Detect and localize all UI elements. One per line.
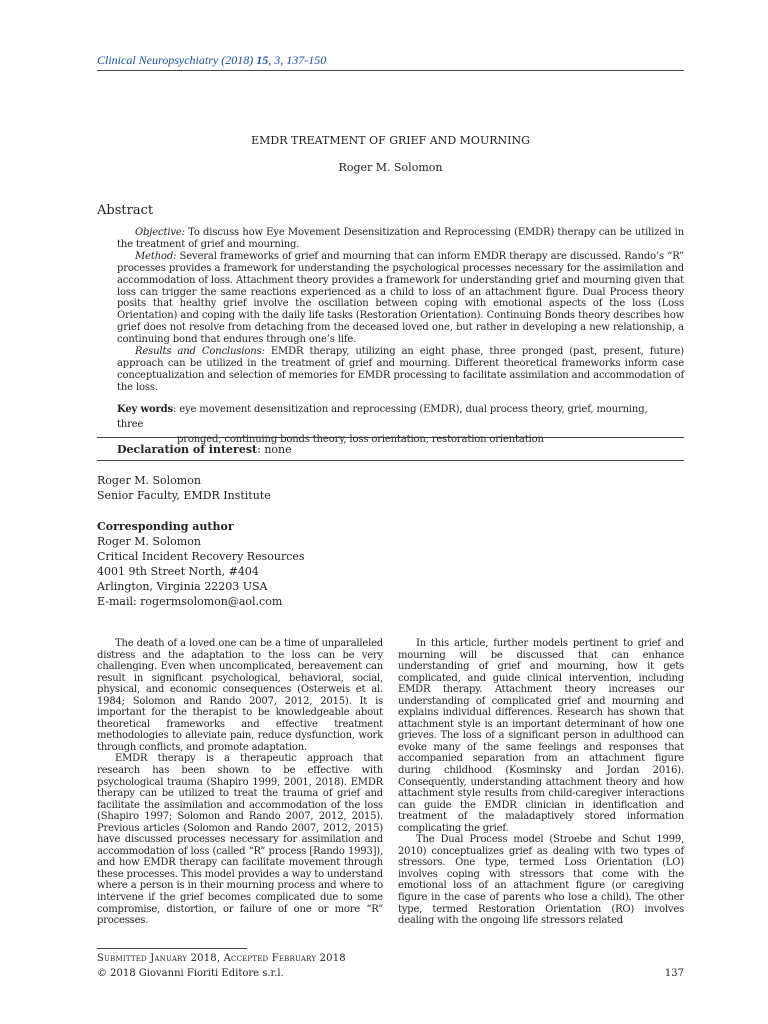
method-label: Method: bbox=[135, 250, 177, 262]
declaration bbox=[117, 443, 292, 456]
journal-volume: 15 bbox=[256, 53, 269, 67]
corresponding-city: Arlington, Virginia 22203 USA bbox=[97, 580, 268, 593]
keywords-line2: pronged, continuing bonds theory, loss orientation, restoration orientation bbox=[177, 434, 544, 445]
body-paragraph: EMDR therapy is a therapeutic approach that research has been shown to be effective with psychological trauma (Shapiro 1999, 2001, 2018). EMDR therapy can be utilized to treat the trauma of grief and facilitate the assimilation and accommodation of the loss (Shapiro 1997; Solomon and Rando 2007, 2012, 2015). Previous articles (Solomon and Rando 2007, 2012, 2015) have discussed processes necessary for assimilation and accommodation of loss (called “R” process [Rando 1993]), and how EMDR therapy can facilitate movement through these processes. This model provides a way to understand where a person is in their mourning process and where to intervene if the grief becomes complicated due to some compromise, distortion, or failure of one or more “R” processes. bbox=[97, 753, 383, 927]
body-column-right bbox=[398, 638, 684, 927]
corresponding-heading: Corresponding author bbox=[97, 520, 234, 533]
header-rule bbox=[97, 70, 684, 71]
objective-label: Objective: bbox=[135, 227, 185, 238]
footer-rule bbox=[97, 948, 247, 949]
body-paragraph: The Dual Process model (Stroebe and Schut 1999, 2010) conceptualizes grief as dealing with two types of stressors. One type, termed Loss Orientation (LO) involves coping with stressors that come with the emotional loss of an attachment figure (or caregiving figure in the case of parents who lose a child). The other type, termed Restoration Orientation (RO) involves dealing with the ongoing life stressors related bbox=[398, 834, 684, 927]
method-text: Several frameworks of grief and mourning that can inform EMDR therapy are discussed. Rando’s “R” processes provides a framework for understanding the psychological processes necessary for the assimilation and accommodation of loss. Attachment theory provides a framework for understanding grief and mourning given that loss can trigger the same reactions experienced as a child to loss of an attachment figure. Dual Process theory posits that healthy grief involve the oscillation between coping with emotional aspects of the loss (Loss Orientation) and coping with the daily life tasks (Restoration Orientation). Continuing Bonds theory describes how grief does not resolve from detaching from the deceased loved one, but rather in developing a new relationship, a continuing bond that endures through one’s life. bbox=[117, 250, 684, 346]
page-number: 137 bbox=[664, 968, 684, 979]
declaration-value: : none bbox=[257, 443, 292, 456]
body-paragraph: In this article, further models pertinent to grief and mourning will be discussed that can enhance understanding of grief and mourning, how it gets complicated, and guide clinical intervention, including EMDR therapy. Attachment theory increases our understanding of complicated grief and mourning and explains individual differences. Research has shown that attachment style is an important determinant of how one grieves. The loss of a significant person in adulthood can evoke many of the same feelings and responses that accompanied separation from an attachment figure during childhood (Kosminsky and Jordan 2016). Consequently, understanding attachment theory and how attachment style results from child-caregiver interactions can guide the EMDR clinician in identification and treatment of the maladaptively stored information complicating the grief. bbox=[398, 638, 684, 834]
declaration-rule-top bbox=[97, 437, 684, 438]
corresponding-name: Roger M. Solomon bbox=[97, 535, 201, 548]
keywords-label: Key words bbox=[117, 404, 173, 415]
submission-dates: Submitted January 2018, Accepted February 2018 bbox=[97, 953, 346, 964]
corresponding-email: E-mail: rogermsolomon@aol.com bbox=[97, 595, 283, 608]
corresponding-street: 4001 9th Street North, #404 bbox=[97, 565, 259, 578]
results-text: EMDR therapy, utilizing an eight phase, three pronged (past, present, future) approach can be utilized in the treatment of grief and mourning. Different theoretical frameworks inform case conceptualization and selection of memories for EMDR processing to facilitate assimilation and accommodation of the loss. bbox=[117, 346, 684, 393]
corresponding-author bbox=[97, 519, 305, 609]
abstract-results bbox=[117, 346, 684, 394]
affiliation bbox=[97, 473, 271, 503]
affiliation-name: Roger M. Solomon bbox=[97, 474, 201, 487]
abstract-body bbox=[117, 227, 684, 394]
abstract-heading: Abstract bbox=[97, 203, 154, 218]
results-label: Results and Conclusions: bbox=[135, 346, 265, 358]
objective-text: To discuss how Eye Movement Desensitization and Reprocessing (EMDR) therapy can be utilized in the treatment of grief and mourning. bbox=[117, 227, 684, 250]
abstract-method bbox=[117, 251, 684, 346]
body-paragraph: The death of a loved one can be a time of unparalleled distress and the adaptation to the loss can be very challenging. Even when uncomplicated, bereavement can result in significant psychological, behavioral, social, physical, and economic consequences (Osterweis et al. 1984; Solomon and Rando 2007, 2012, 2015). It is important for the therapist to be knowledgeable about theoretical frameworks and effective treatment methodologies to alleviate pain, reduce dysfunction, work through conflicts, and promote adaptation. bbox=[97, 638, 383, 753]
journal-name: Clinical Neuropsychiatry (2018) bbox=[97, 53, 254, 67]
affiliation-role: Senior Faculty, EMDR Institute bbox=[97, 489, 271, 502]
copyright: © 2018 Giovanni Fioriti Editore s.r.l. bbox=[97, 968, 284, 979]
corresponding-org: Critical Incident Recovery Resources bbox=[97, 550, 305, 563]
article-title: EMDR TREATMENT OF GRIEF AND MOURNING bbox=[251, 134, 530, 147]
keywords-line1: : eye movement desensitization and reprocessing (EMDR), dual process theory, grief, mourning, three bbox=[117, 404, 648, 430]
body-column-left bbox=[97, 638, 383, 927]
journal-citation bbox=[97, 53, 326, 68]
keywords bbox=[117, 402, 648, 447]
declaration-rule-bottom bbox=[97, 460, 684, 461]
abstract-objective bbox=[117, 227, 684, 251]
article-author: Roger M. Solomon bbox=[338, 161, 443, 174]
journal-issue-pages: , 3, 137-150 bbox=[268, 53, 327, 67]
declaration-label: Declaration of interest bbox=[117, 443, 258, 456]
